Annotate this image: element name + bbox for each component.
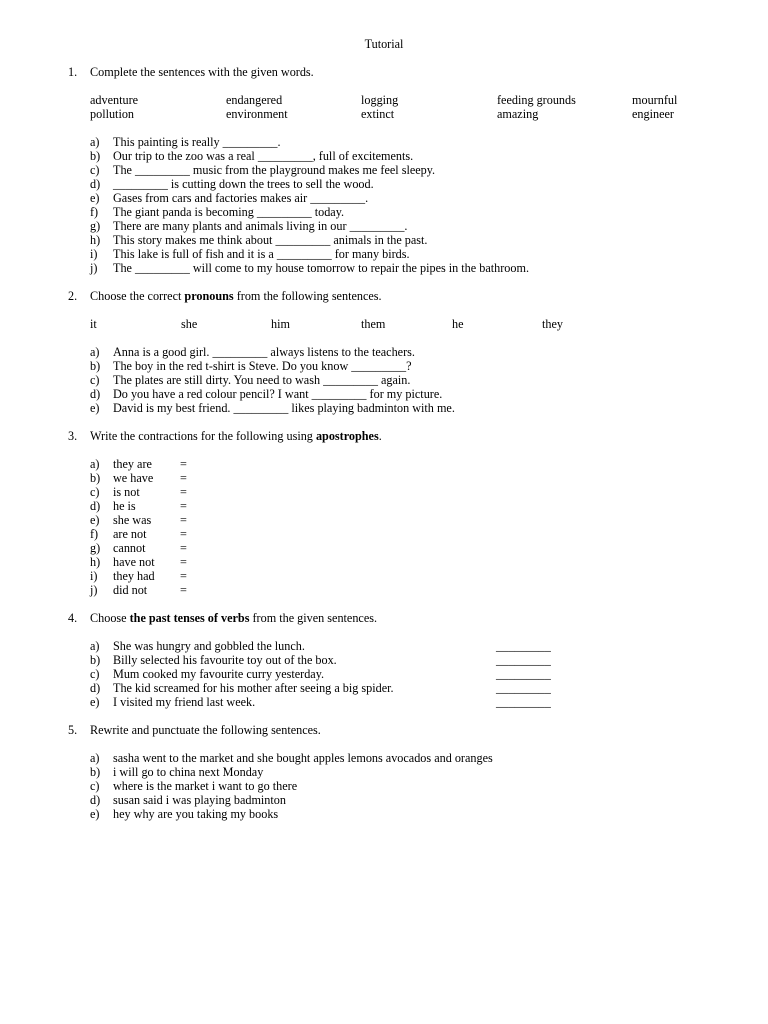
item-letter: e) [90,191,100,205]
question-number: 3. [68,429,78,443]
page-title: Tutorial [364,37,404,51]
word-bank-item: mournful [632,93,678,107]
item-letter: e) [90,695,100,709]
item-text: they are [113,457,152,471]
item-letter: f) [90,527,99,541]
item-letter: d) [90,681,101,695]
item-text: She was hungry and gobbled the lunch. [113,639,305,653]
item-letter: g) [90,219,101,233]
item-text: cannot [113,541,146,555]
item-text: The kid screamed for his mother after seeing a big spider. [113,681,394,695]
item-text: Billy selected his favourite toy out of the box. [113,653,337,667]
answer-blank: _________ [496,695,551,709]
item-text: sasha went to the market and she bought apples lemons avocados and oranges [113,751,493,765]
item-letter: d) [90,177,101,191]
question-number: 4. [68,611,78,625]
item-letter: f) [90,205,99,219]
equals-sign: = [180,513,187,527]
word-bank-item: engineer [632,107,674,121]
question-instruction: Choose the correct pronouns from the following sentences. [90,289,382,303]
word-bank-item: extinct [361,107,395,121]
item-letter: e) [90,807,100,821]
item-text: she was [113,513,152,527]
equals-sign: = [180,499,187,513]
question-instruction: Choose the past tenses of verbs from the given sentences. [90,611,378,625]
item-text: did not [113,583,148,597]
item-text: are not [113,527,147,541]
equals-sign: = [180,541,187,555]
item-letter: c) [90,485,100,499]
answer-blank: _________ [496,681,551,695]
item-text: There are many plants and animals living in our _________. [113,219,408,233]
item-text: hey why are you taking my books [113,807,279,821]
item-letter: b) [90,149,101,163]
item-letter: b) [90,765,101,779]
word-bank-item: amazing [497,107,539,121]
item-letter: c) [90,667,100,681]
item-letter: c) [90,163,100,177]
item-text: Anna is a good girl. _________ always listens to the teachers. [113,345,415,359]
item-text: The boy in the red t-shirt is Steve. Do you know _________? [113,359,412,373]
item-letter: a) [90,345,100,359]
question-instruction: Write the contractions for the following using apostrophes. [90,429,382,443]
item-text: The plates are still dirty. You need to wash _________ again. [113,373,411,387]
item-text: This lake is full of fish and it is a _________ for many birds. [113,247,410,261]
word-bank-item: endangered [226,93,283,107]
item-letter: a) [90,457,100,471]
item-text: The _________ music from the playground makes me feel sleepy. [113,163,436,177]
equals-sign: = [180,569,187,583]
item-text: Our trip to the zoo was a real _________, full of excitements. [113,149,414,163]
word-bank-item: feeding grounds [497,93,576,107]
question-number: 1. [68,65,78,79]
equals-sign: = [180,485,187,499]
item-letter: j) [90,583,98,597]
item-letter: h) [90,233,101,247]
item-letter: g) [90,541,101,555]
pronoun-bank-item: them [361,317,386,331]
item-letter: c) [90,779,100,793]
item-text: i will go to china next Monday [113,765,264,779]
item-letter: a) [90,135,100,149]
item-letter: b) [90,359,101,373]
item-text: The giant panda is becoming _________ today. [113,205,345,219]
equals-sign: = [180,527,187,541]
equals-sign: = [180,457,187,471]
item-letter: d) [90,793,101,807]
item-letter: a) [90,639,100,653]
item-text: we have [113,471,154,485]
item-text: have not [113,555,155,569]
word-bank-item: logging [361,93,399,107]
item-text: _________ is cutting down the trees to sell the wood. [113,177,374,191]
item-text: Gases from cars and factories makes air _________. [113,191,369,205]
item-letter: e) [90,513,100,527]
answer-blank: _________ [496,667,551,681]
pronoun-bank-item: him [271,317,290,331]
equals-sign: = [180,471,187,485]
question-number: 5. [68,723,78,737]
pronoun-bank-item: they [542,317,563,331]
word-bank-item: adventure [90,93,139,107]
item-text: is not [113,485,140,499]
item-text: susan said i was playing badminton [113,793,286,807]
item-text: Mum cooked my favourite curry yesterday. [113,667,325,681]
question-instruction: Complete the sentences with the given words. [90,65,314,79]
answer-blank: _________ [496,653,551,667]
pronoun-bank-item: she [181,317,198,331]
question-instruction: Rewrite and punctuate the following sentences. [90,723,321,737]
item-letter: h) [90,555,101,569]
question-number: 2. [68,289,78,303]
item-letter: d) [90,387,101,401]
pronoun-bank-item: it [90,317,97,331]
item-text: I visited my friend last week. [113,695,256,709]
word-bank-item: pollution [90,107,135,121]
equals-sign: = [180,555,187,569]
item-text: they had [113,569,155,583]
item-letter: d) [90,499,101,513]
item-text: The _________ will come to my house tomorrow to repair the pipes in the bathroom. [113,261,529,275]
equals-sign: = [180,583,187,597]
item-letter: i) [90,569,98,583]
pronoun-bank-item: he [452,317,464,331]
item-letter: e) [90,401,100,415]
item-letter: b) [90,653,101,667]
item-text: This painting is really _________. [113,135,281,149]
word-bank-item: environment [226,107,288,121]
item-letter: j) [90,261,98,275]
item-text: he is [113,499,136,513]
item-text: David is my best friend. _________ likes playing badminton with me. [113,401,455,415]
answer-blank: _________ [496,639,551,653]
item-letter: b) [90,471,101,485]
item-letter: a) [90,751,100,765]
item-letter: i) [90,247,98,261]
item-letter: c) [90,373,100,387]
item-text: Do you have a red colour pencil? I want _________ for my picture. [113,387,443,401]
item-text: where is the market i want to go there [113,779,298,793]
item-text: This story makes me think about _________ animals in the past. [113,233,428,247]
